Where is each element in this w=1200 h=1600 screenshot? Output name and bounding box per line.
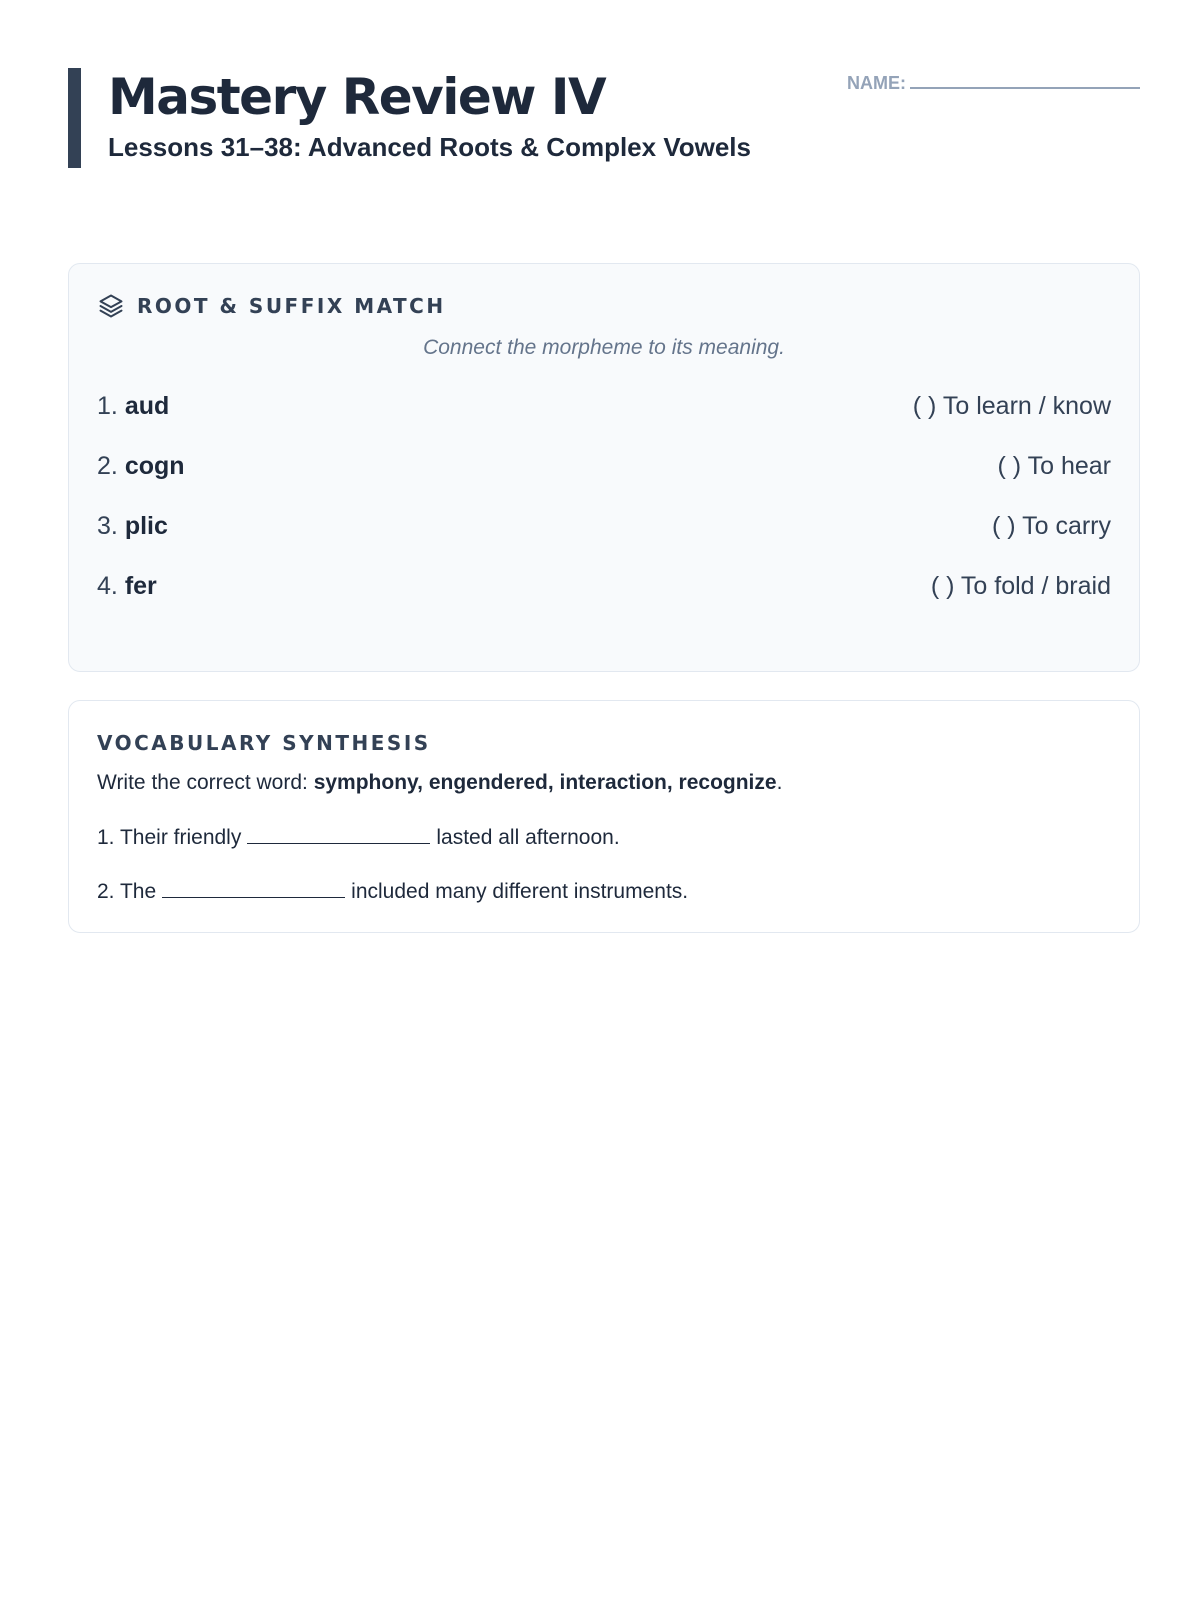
match-row	[97, 448, 1111, 484]
name-field[interactable]	[847, 70, 1140, 95]
name-line[interactable]	[910, 70, 1140, 89]
instruction-prefix: Write the correct word:	[97, 771, 308, 794]
word-bank: symphony, engendered, interaction, recognize	[313, 771, 777, 794]
section-header	[97, 292, 446, 320]
accent-bar	[68, 68, 81, 168]
instruction-suffix: .	[776, 771, 783, 794]
match-instruction: Connect the morpheme to its meaning.	[423, 336, 785, 359]
term-number: 3.	[97, 512, 118, 540]
term-root: fer	[124, 572, 157, 600]
answer-blank[interactable]	[247, 823, 430, 844]
page-subtitle: Lessons 31–38: Advanced Roots & Complex Vowels	[108, 132, 751, 162]
section-title: ROOT & SUFFIX MATCH	[137, 294, 446, 318]
meaning-option[interactable]: ( ) To fold / braid	[930, 572, 1111, 600]
match-row	[97, 388, 1111, 424]
sentence-after: lasted all afternoon.	[436, 826, 620, 849]
term-root: cogn	[124, 452, 185, 480]
term-number: 2.	[97, 452, 118, 480]
meaning-option[interactable]: ( ) To learn / know	[912, 392, 1111, 420]
page-title: Mastery Review IV	[108, 68, 606, 126]
layers-icon	[97, 292, 125, 320]
root-suffix-match-section	[68, 263, 1140, 672]
fill-in-sentence	[97, 823, 1111, 852]
vocabulary-synthesis-section	[68, 700, 1140, 933]
name-label: NAME:	[847, 73, 906, 93]
meaning-option[interactable]: ( ) To hear	[997, 452, 1111, 480]
term-root: aud	[124, 392, 170, 420]
worksheet-header	[68, 68, 1140, 168]
vocab-instruction	[97, 769, 1111, 797]
fill-in-sentence	[97, 877, 1111, 906]
term-root: plic	[124, 512, 168, 540]
match-row	[97, 568, 1111, 604]
section-header	[97, 729, 431, 757]
match-row	[97, 508, 1111, 544]
term-number: 1.	[97, 392, 118, 420]
term-number: 4.	[97, 572, 118, 600]
meaning-option[interactable]: ( ) To carry	[992, 512, 1111, 540]
sentence-before: 1. Their friendly	[97, 826, 242, 849]
answer-blank[interactable]	[162, 877, 345, 898]
sentence-after: included many different instruments.	[351, 880, 689, 903]
section-title: VOCABULARY SYNTHESIS	[97, 731, 431, 755]
sentence-before: 2. The	[97, 880, 157, 903]
